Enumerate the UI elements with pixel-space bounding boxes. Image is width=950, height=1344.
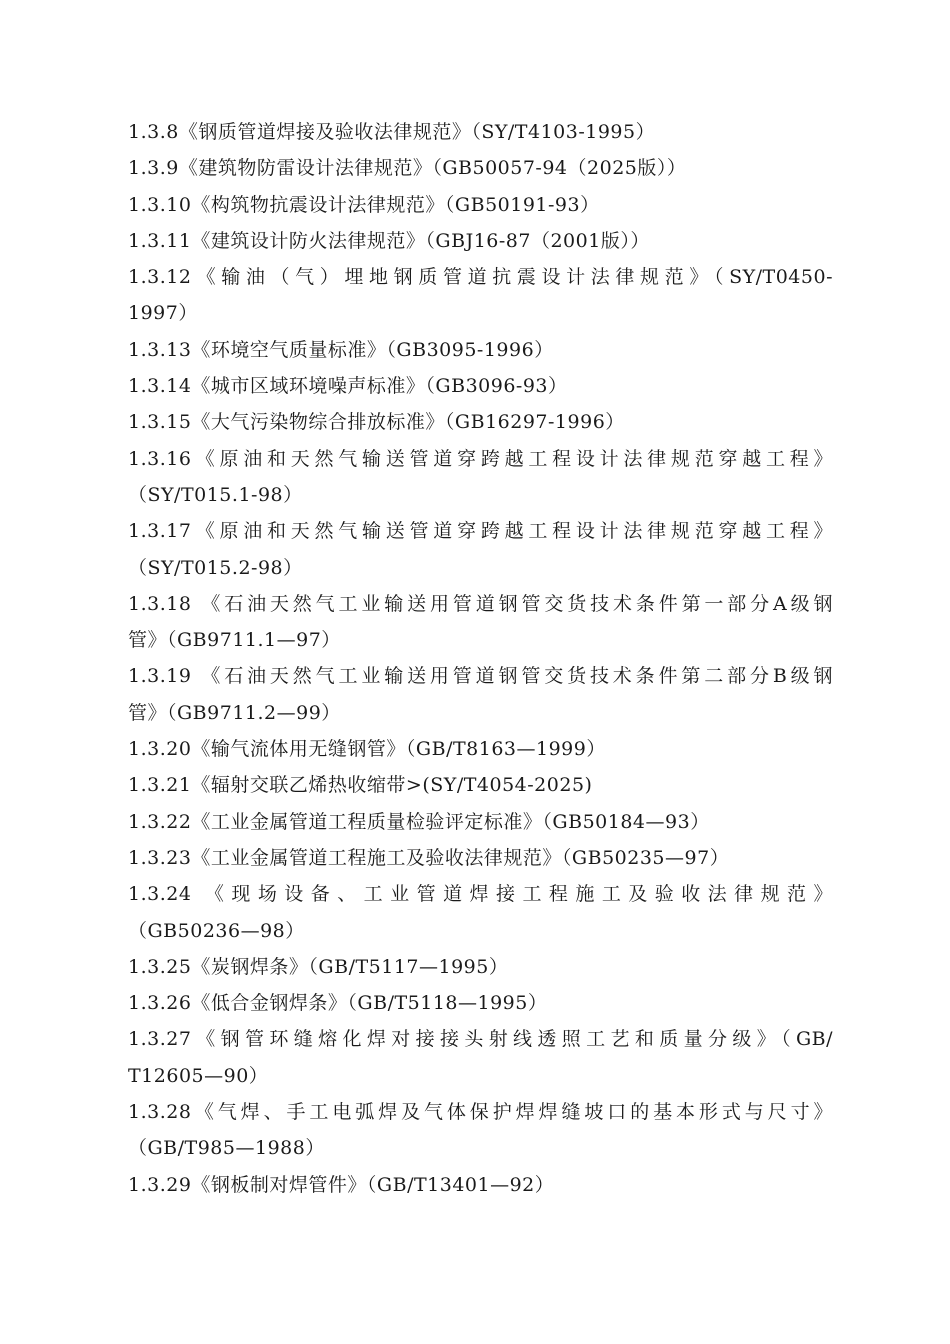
text-line: 1.3.23《工业金属管道工程施工及验收法律规范》（GB50235—97） bbox=[128, 846, 730, 869]
text-line: 1.3.9《建筑物防雷设计法律规范》（GB50057-94（2025版）） bbox=[128, 157, 687, 180]
text-line: 1.3.27《钢管环缝熔化焊对接接头射线透照工艺和质量分级》（GB/ bbox=[128, 1028, 833, 1051]
text-line: 管》（GB9711.2—99） bbox=[128, 701, 341, 724]
text-line: 1.3.17《原油和天然气输送管道穿跨越工程设计法律规范穿越工程》 bbox=[128, 520, 833, 543]
text-line: 1.3.29《钢板制对焊管件》（GB/T13401—92） bbox=[128, 1173, 555, 1196]
standards-list bbox=[128, 114, 833, 1203]
text-line: （GB/T985—1988） bbox=[128, 1137, 325, 1160]
text-line: （GB50236—98） bbox=[128, 919, 305, 942]
text-line: 1997） bbox=[128, 302, 198, 325]
text-line: 1.3.18 《石油天然气工业输送用管道钢管交货技术条件第一部分A级钢 bbox=[128, 592, 833, 615]
text-line: （SY/T015.1-98） bbox=[128, 483, 303, 506]
text-line: 1.3.10《构筑物抗震设计法律规范》（GB50191-93） bbox=[128, 193, 600, 216]
text-line: 1.3.14《城市区域环境噪声标准》（GB3096-93） bbox=[128, 375, 568, 398]
text-line: （SY/T015.2-98） bbox=[128, 556, 303, 579]
text-line: 1.3.25《炭钢焊条》（GB/T5117—1995） bbox=[128, 955, 509, 978]
text-line: 1.3.13《环境空气质量标准》（GB3095-1996） bbox=[128, 338, 554, 361]
text-line: 1.3.8《钢质管道焊接及验收法律规范》（SY/T4103-1995） bbox=[128, 121, 656, 143]
text-line: 1.3.16《原油和天然气输送管道穿跨越工程设计法律规范穿越工程》 bbox=[128, 447, 833, 470]
text-line: 1.3.22《工业金属管道工程质量检验评定标准》（GB50184—93） bbox=[128, 810, 710, 833]
text-line: 1.3.12《输油（气）埋地钢质管道抗震设计法律规范》（SY/T0450- bbox=[128, 266, 833, 289]
text-line: 1.3.24 《现场设备、工业管道焊接工程施工及验收法律规范》 bbox=[128, 883, 833, 906]
text-line: 1.3.21《辐射交联乙烯热收缩带>(SY/T4054-2025) bbox=[128, 774, 593, 797]
text-line: T12605—90） bbox=[128, 1064, 269, 1087]
text-line: 1.3.15《大气污染物综合排放标准》（GB16297-1996） bbox=[128, 411, 625, 434]
text-line: 1.3.20《输气流体用无缝钢管》（GB/T8163—1999） bbox=[128, 738, 606, 761]
text-line: 管》（GB9711.1—97） bbox=[128, 629, 341, 652]
text-line: 1.3.19 《石油天然气工业输送用管道钢管交货技术条件第二部分B级钢 bbox=[128, 665, 833, 688]
text-line: 1.3.28《气焊、手工电弧焊及气体保护焊焊缝坡口的基本形式与尺寸》 bbox=[128, 1101, 833, 1124]
text-line: 1.3.11《建筑设计防火法律规范》（GBJ16-87（2001版）） bbox=[128, 229, 650, 252]
text-line: 1.3.26《低合金钢焊条》（GB/T5118—1995） bbox=[128, 992, 548, 1015]
